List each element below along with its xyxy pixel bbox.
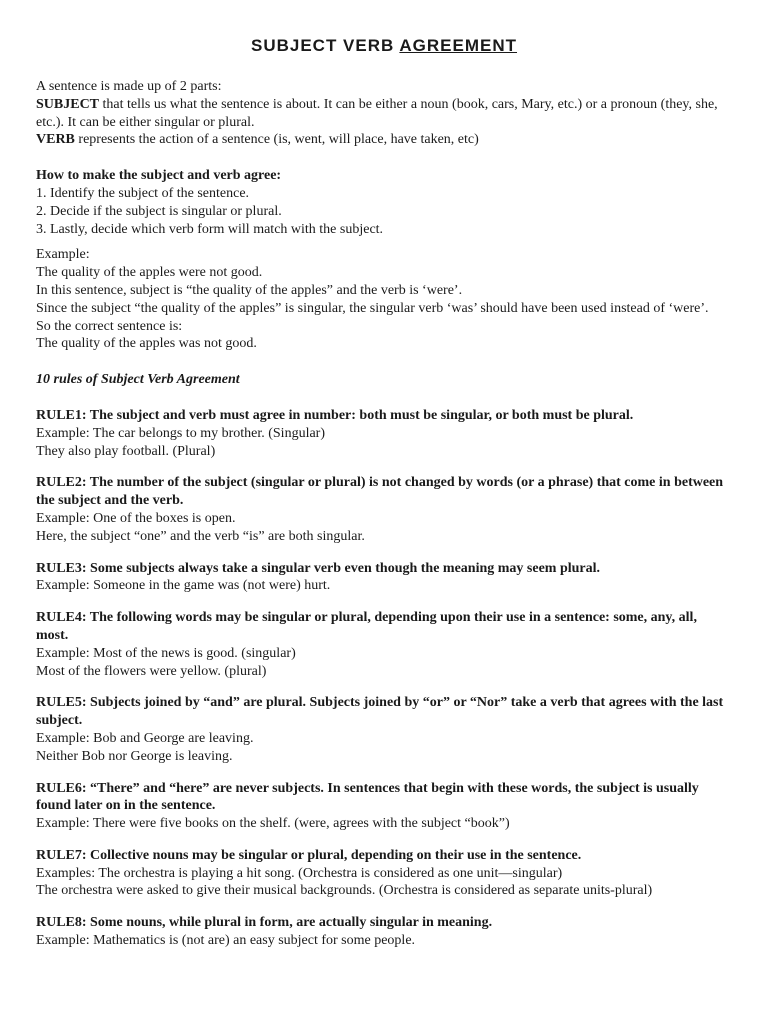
rule-title: RULE4: The following words may be singular or plural, depending upon their use in a sentence: some, any, all, most. <box>36 610 697 643</box>
verb-definition <box>36 131 732 149</box>
howto-step: 3. Lastly, decide which verb form will match with the subject. <box>36 221 384 237</box>
rule-line: Neither Bob nor George is leaving. <box>36 748 233 764</box>
example-line: The quality of the apples was not good. <box>36 336 257 352</box>
rule-line: The orchestra were asked to give their musical backgrounds. (Orchestra is considered as separate units-plural) <box>36 883 653 899</box>
spacer <box>36 157 732 167</box>
rule-7 <box>36 847 732 900</box>
rule-title: RULE6: “There” and “here” are never subjects. In sentences that begin with these words, the subject is usually found later on in the sentence. <box>36 780 699 814</box>
subject-definition <box>36 96 732 132</box>
example-section <box>36 246 732 353</box>
rule-4 <box>36 609 732 680</box>
rule-line: Most of the flowers were yellow. (plural) <box>36 663 267 679</box>
rule-line: Example: The car belongs to my brother. (Singular) <box>36 425 326 441</box>
rules-heading: 10 rules of Subject Verb Agreement <box>36 372 240 388</box>
spacer <box>36 397 732 407</box>
rule-line: Example: There were five books on the shelf. (were, agrees with the subject “book”) <box>36 816 510 832</box>
rule-title: RULE2: The number of the subject (singular or plural) is not changed by words (or a phrase) that come in between the subject and the verb. <box>36 475 724 509</box>
subject-term: SUBJECT <box>36 96 100 112</box>
howto-step: 1. Identify the subject of the sentence. <box>36 185 250 201</box>
rule-line: Examples: The orchestra is playing a hit song. (Orchestra is considered as one unit—singular) <box>36 865 563 881</box>
example-line: In this sentence, subject is “the quality of the apples” and the verb is ‘were’. <box>36 282 463 298</box>
rule-line: Example: Most of the news is good. (singular) <box>36 645 296 661</box>
rule-3 <box>36 560 732 596</box>
example-line: Example: <box>36 247 90 263</box>
rule-line: Here, the subject “one” and the verb “is” are both singular. <box>36 528 365 544</box>
rule-5 <box>36 694 732 765</box>
rule-title: RULE5: Subjects joined by “and” are plural. Subjects joined by “or” or “Nor” take a verb that agrees with the last subject. <box>36 695 724 729</box>
spacer <box>36 361 732 371</box>
rule-line: Example: One of the boxes is open. <box>36 510 236 526</box>
rule-line: Example: Bob and George are leaving. <box>36 730 254 746</box>
example-line: The quality of the apples were not good. <box>36 265 263 281</box>
page-title <box>36 36 732 56</box>
title-part1: SUBJECT VERB <box>250 36 400 55</box>
rule-title: RULE8: Some nouns, while plural in form, are actually singular in meaning. <box>36 915 493 931</box>
rule-6 <box>36 780 732 833</box>
title-part2: AGREEMENT <box>399 36 518 55</box>
howto-section <box>36 167 732 238</box>
rule-2 <box>36 474 732 545</box>
example-line: Since the subject “the quality of the apples” is singular, the singular verb ‘was’ should have been used instead of ‘were’. <box>36 300 709 316</box>
howto-step: 2. Decide if the subject is singular or plural. <box>36 203 282 219</box>
rule-1 <box>36 407 732 460</box>
rule-8 <box>36 914 732 950</box>
rules-heading-section <box>36 371 732 389</box>
howto-heading: How to make the subject and verb agree: <box>36 168 282 184</box>
rule-title: RULE3: Some subjects always take a singular verb even though the meaning may seem plural. <box>36 560 601 576</box>
intro-line: A sentence is made up of 2 parts: <box>36 79 222 94</box>
subject-text: that tells us what the sentence is about. It can be either a noun (book, cars, Mary, etc.) or a pronoun (they, she, etc.). It can be either singular or plural. <box>36 96 718 130</box>
rule-title: RULE7: Collective nouns may be singular or plural, depending on their use in the sentence. <box>36 847 582 863</box>
rule-line: Example: Someone in the game was (not were) hurt. <box>36 578 331 594</box>
intro-section <box>36 78 732 149</box>
rule-line: Example: Mathematics is (not are) an easy subject for some people. <box>36 933 416 949</box>
verb-text: represents the action of a sentence (is, went, will place, have taken, etc) <box>74 132 479 148</box>
verb-term: VERB <box>36 132 75 148</box>
rule-line: They also play football. (Plural) <box>36 443 216 459</box>
example-line: So the correct sentence is: <box>36 318 183 334</box>
rule-title: RULE1: The subject and verb must agree in number: both must be singular, or both must be plural. <box>36 407 634 423</box>
